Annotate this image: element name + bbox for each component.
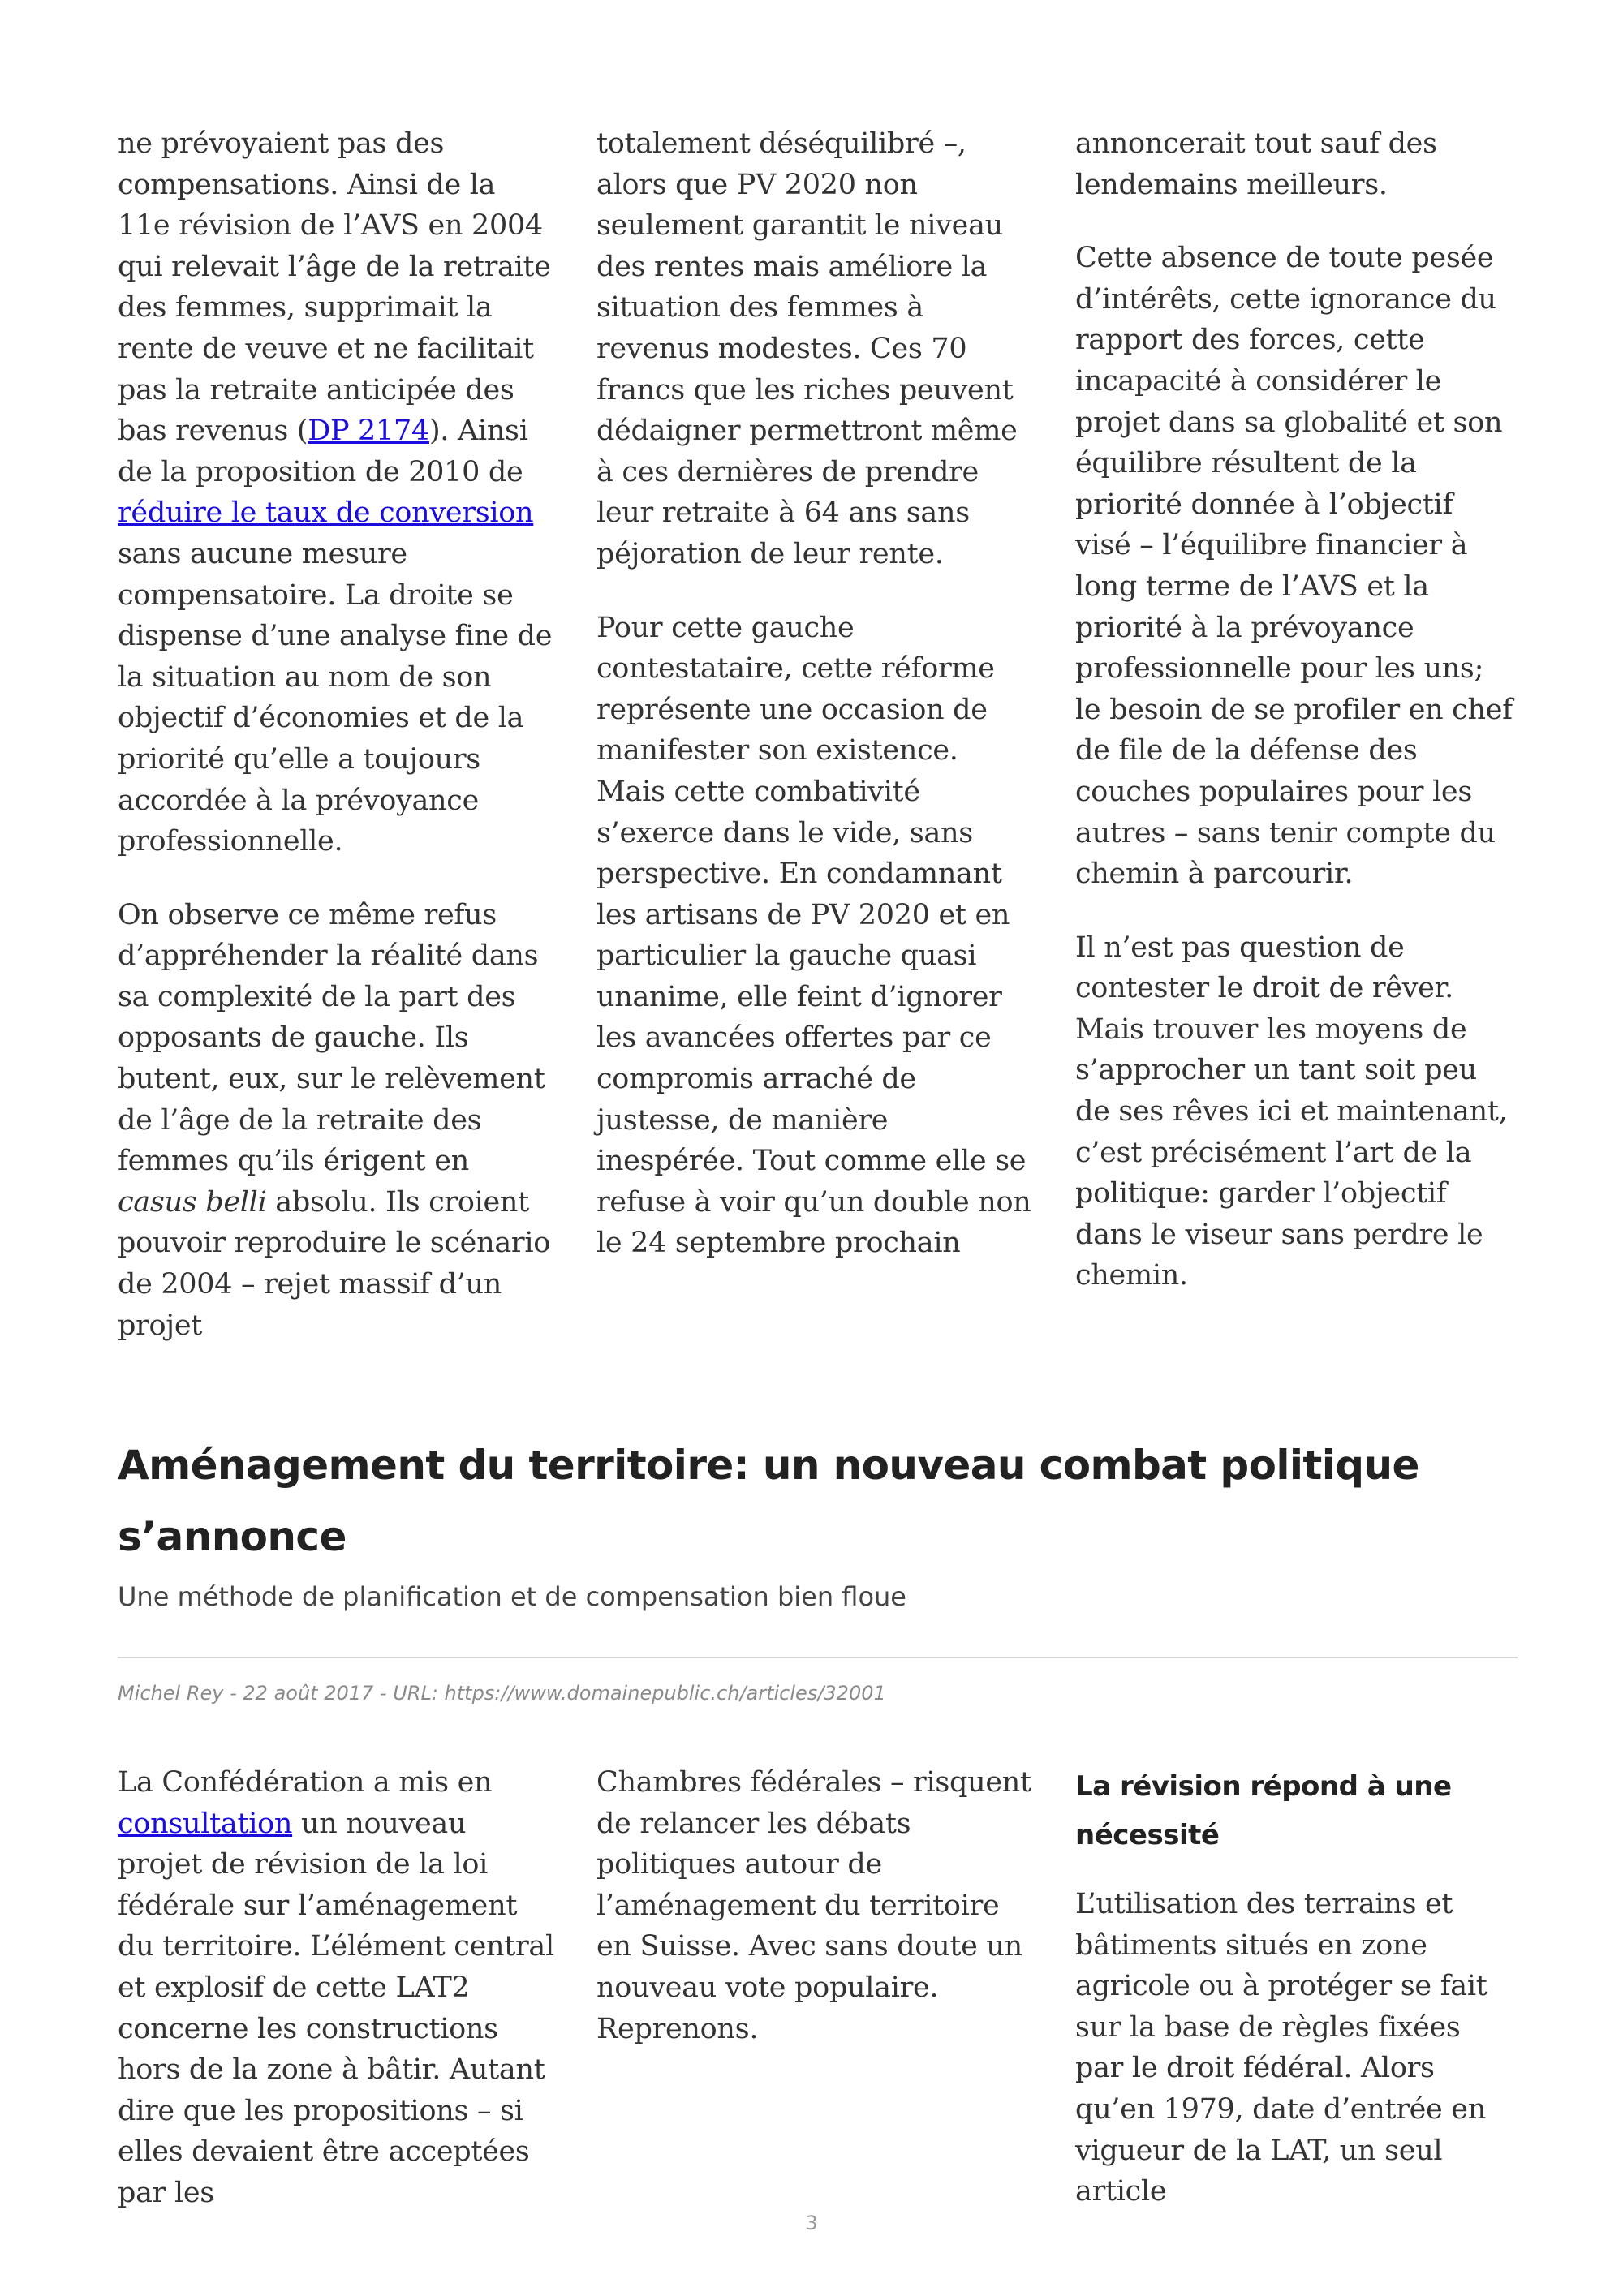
- section-heading: La révision répond à une nécessité: [1075, 1770, 1452, 1851]
- column-3: [1075, 1762, 1513, 2247]
- paragraph: Pour cette gauche contestataire, cette réforme représente une occasion de manifester son existence. Mais cette combativité s’exerce dans le vide, sans perspective. En condamnant les artisans de PV 2020 et en particulier la gauche quasi unanime, elle feint d’ignorer les avancées offertes par ce compromis arraché de justesse, de manière inespérée. Tout comme elle se refuse à voir qu’un double non le 24 septembre prochain: [596, 611, 1031, 1260]
- article-title: Aménagement du territoire: un nouveau combat politique s’annonce: [118, 1442, 1419, 1560]
- consultation-link[interactable]: consultation: [118, 1807, 293, 1840]
- article-subtitle: Une méthode de planification et de compensation bien floue: [118, 1581, 906, 1612]
- paragraph: On observe ce même refus d’appréhender la réalité dans sa complexité de la part des opposants de gauche. Ils butent, eux, sur le relèvement de l’âge de la retraite des femmes qu’ils érigent en casus belli absolu. Ils croient pouvoir reproduire le scénario de 2004 – rejet massif d’un projet: [118, 898, 550, 1342]
- page-number: 3: [805, 2212, 818, 2234]
- paragraph: Cette absence de toute pesée d’intérêts, cette ignorance du rapport des forces, cette incapacité à considérer le projet dans sa globalité et son équilibre résultent de la priorité donnée à l’objectif visé – l’équilibre financier à long terme de l’AVS et la priorité à la prévoyance professionnelle pour les uns; le besoin de se profiler en chef de file de la défense des couches populaires pour les autres – sans tenir compte du chemin à parcourir.: [1075, 242, 1513, 891]
- paragraph: Chambres fédérales – risquent de relancer les débats politiques autour de l’aménagement du territoire en Suisse. Avec sans doute un nouveau vote populaire. Reprenons.: [596, 1766, 1031, 2045]
- paragraph: totalement déséquilibré –, alors que PV 2020 non seulement garantit le niveau des rentes mais améliore la situation des femmes à revenus modestes. Ces 70 francs que les riches peuvent dédaigner permettront même à ces dernières de prendre leur retraite à 64 ans sans péjoration de leur rente.: [596, 127, 1018, 570]
- column-2: [596, 123, 1035, 1378]
- reduire-taux-conversion-link[interactable]: réduire le taux de conversion: [118, 497, 534, 530]
- paragraph: ne prévoyaient pas des compensations. Ainsi de la 11e révision de l’AVS en 2004 qui relevait l’âge de la retraite des femmes, supprimait la rente de veuve et ne facilitait pas la retraite anticipée des bas revenus (DP 2174). Ainsi de la proposition de 2010 de réduire le taux de conversion sans aucune mesure compensatoire. La droite se dispense d’une analyse fine de la situation au nom de son objectif d’économies et de la priorité qu’elle a toujours accordée à la prévoyance professionnelle.: [118, 127, 553, 858]
- paragraph: L’utilisation des terrains et bâtiments situés en zone agricole ou à protéger se fait sur la base de règles fixées par le droit fédéral. Alors qu’en 1979, date d’entrée en vigueur de la LAT, un seul article: [1075, 1888, 1487, 2208]
- column-2: [596, 1762, 1035, 2247]
- column-1: [118, 123, 556, 1378]
- column-1: [118, 1762, 556, 2247]
- dp-2174-link[interactable]: DP 2174: [308, 415, 429, 448]
- column-3: [1075, 123, 1513, 1378]
- article-meta: Michel Rey - 22 août 2017 - URL: https://www.domainepublic.ch/articles/32001: [118, 1682, 886, 1705]
- paragraph: La Confédération a mis en consultation un nouveau projet de révision de la loi fédérale sur l’aménagement du territoire. L’élément central et explosif de cette LAT2 concerne les constructions hors de la zone à bâtir. Autant dire que les propositions – si elles devaient être acceptées par les: [118, 1766, 554, 2209]
- emphasis: casus belli: [118, 1185, 267, 1219]
- paragraph: annoncerait tout sauf des lendemains meilleurs.: [1075, 127, 1437, 201]
- paragraph: Il n’est pas question de contester le droit de rêver. Mais trouver les moyens de s’approcher un tant soit peu de ses rêves ici et maintenant, c’est précisément l’art de la politique: garder l’objectif dans le viseur sans perdre le chemin.: [1075, 931, 1508, 1292]
- previous-article-columns: [118, 123, 1513, 1378]
- divider: [118, 1657, 1518, 1658]
- article-columns: [118, 1762, 1513, 2247]
